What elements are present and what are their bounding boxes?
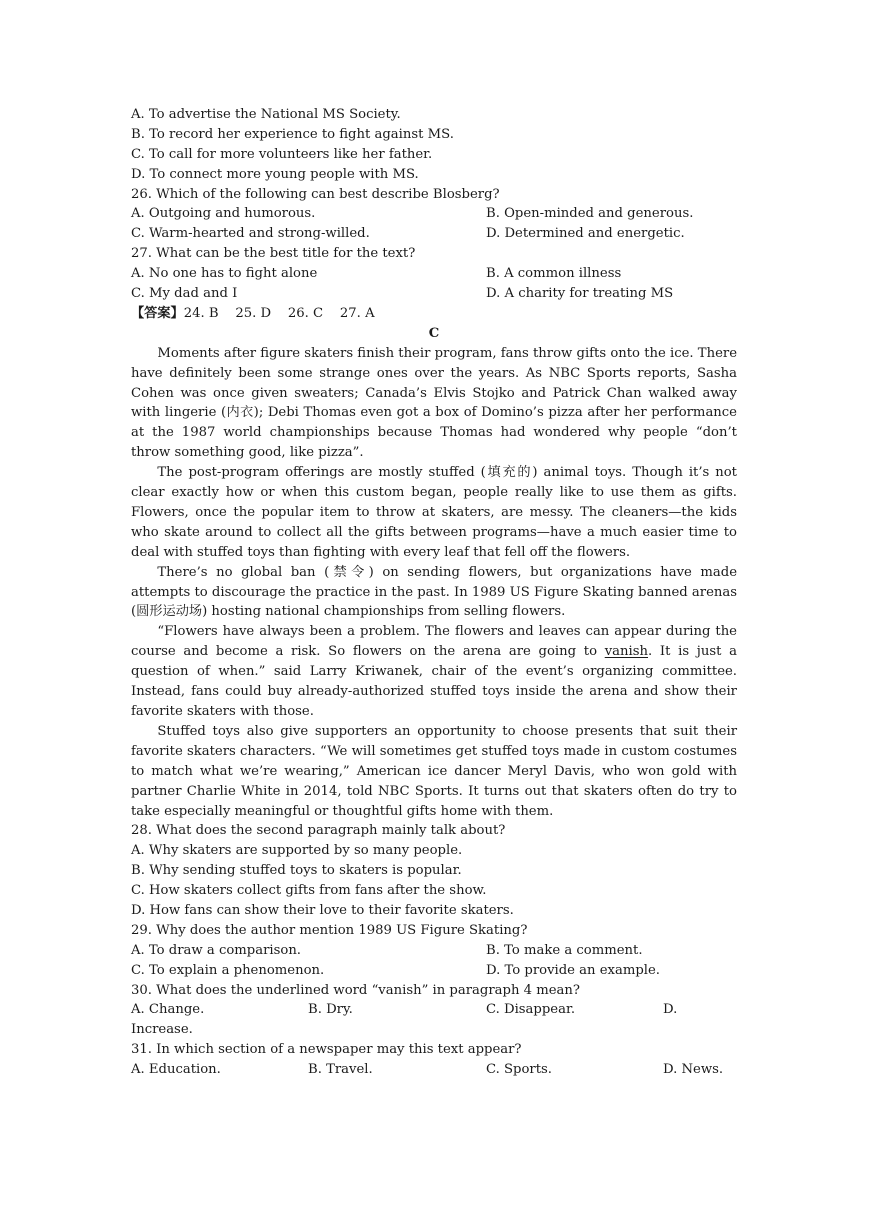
q30-options-row <box>131 1000 737 1020</box>
passage-paragraph-3: There’s no global ban (禁令) on sending flowers, but organizations have made attempts to discourage the practice in the past. In 1989 US Figure Skating banned arenas (圆形运动场) hosting national championships from selling flowers. <box>131 564 737 620</box>
q27-option-b: B. A common illness <box>486 266 622 282</box>
passage-paragraph-4 <box>131 622 737 722</box>
document-page <box>131 105 737 1080</box>
q31-options-row <box>131 1060 737 1080</box>
q31-stem: 31. In which section of a newspaper may this text appear? <box>131 1042 522 1058</box>
q25-option-a: A. To advertise the National MS Society. <box>131 107 401 122</box>
q26-option-a: A. Outgoing and humorous. <box>131 206 316 222</box>
q25-option-c: C. To call for more volunteers like her father. <box>131 146 433 162</box>
section-heading: C <box>428 325 440 341</box>
q28-option-c: C. How skaters collect gifts from fans after the show. <box>131 883 487 899</box>
q30-option-d-wrap: Increase. <box>131 1022 193 1038</box>
q26-option-b: B. Open-minded and generous. <box>486 206 694 222</box>
q25-option-d: D. To connect more young people with MS. <box>131 166 419 182</box>
q30-option-a: A. Change. <box>131 1002 205 1018</box>
q31-option-c: C. Sports. <box>486 1062 552 1078</box>
answer-key <box>131 304 737 324</box>
q29-option-c: C. To explain a phenomenon. <box>131 962 325 978</box>
q26-option-c: C. Warm-hearted and strong-willed. <box>131 226 370 242</box>
q30-option-c: C. Disappear. <box>486 1002 576 1018</box>
q30-stem: 30. What does the underlined word “vanish” in paragraph 4 mean? <box>131 982 580 998</box>
q26-options-row-2 <box>131 224 737 244</box>
q30-option-b: B. Dry. <box>308 1002 353 1018</box>
q28-stem: 28. What does the second paragraph mainly talk about? <box>131 823 506 839</box>
q29-options-row-1 <box>131 941 737 961</box>
p4-text-before: “Flowers have always been a problem. The flowers and leaves can appear during the course and become a risk. So flowers on the arena are going to <box>131 624 737 660</box>
q26-options-row-1 <box>131 204 737 224</box>
q31-option-d: D. News. <box>663 1062 724 1078</box>
q27-options-row-1 <box>131 264 737 284</box>
q25-option-b: B. To record her experience to fight against MS. <box>131 126 454 142</box>
answer-label: 【答案】 <box>131 305 184 321</box>
q29-options-row-2 <box>131 961 737 981</box>
passage-paragraph-2: The post-program offerings are mostly stuffed (填充的) animal toys. Though it’s not clear exactly how or when this custom began, people really like to use them as gifts. Flowers, once the popular item to throw at skaters, are messy. The cleaners—the kids who skate around to collect all the gifts between programs—have a much easier time to deal with stuffed toys than fighting with every leaf that fell off the flowers. <box>131 465 737 560</box>
q29-option-d: D. To provide an example. <box>486 962 660 978</box>
q28-option-a: A. Why skaters are supported by so many people. <box>131 843 463 859</box>
underlined-word: vanish <box>604 644 649 660</box>
q30-option-d: D. <box>663 1002 678 1018</box>
q28-option-b: B. Why sending stuffed toys to skaters is popular. <box>131 863 462 879</box>
q31-option-b: B. Travel. <box>308 1062 373 1078</box>
q26-option-d: D. Determined and energetic. <box>486 226 685 242</box>
q27-option-d: D. A charity for treating MS <box>486 286 674 302</box>
q28-option-d: D. How fans can show their love to their favorite skaters. <box>131 903 514 918</box>
answer-text: 24. B 25. D 26. C 27. A <box>183 305 375 321</box>
q26-stem: 26. Which of the following can best describe Blosberg? <box>131 186 500 202</box>
q27-option-c: C. My dad and I <box>131 286 238 302</box>
q31-option-a: A. Education. <box>131 1062 221 1078</box>
q27-option-a: A. No one has to fight alone <box>131 266 318 282</box>
passage-paragraph-1: Moments after figure skaters finish their program, fans throw gifts onto the ice. There have definitely been some strange ones over the years. As NBC Sports reports, Sasha Cohen was once given sweaters; Canada’s Elvis Stojko and Patrick Chan walked away with lingerie (内衣); Debi Thomas even got a box of Domino’s pizza after her performance at the 1987 world championships because Thomas had wondered why people “don’t throw something good, like pizza”. <box>131 345 737 461</box>
q29-stem: 29. Why does the author mention 1989 US Figure Skating? <box>131 922 528 938</box>
p4-text-after: . It is just a question of when.” said Larry Kriwanek, chair of the event’s organizing committee. Instead, fans could buy already-authorized stuffed toys inside the arena and show their favorite skaters with those. <box>131 644 737 719</box>
q27-options-row-2 <box>131 284 737 304</box>
q29-option-a: A. To draw a comparison. <box>131 942 302 958</box>
q27-stem: 27. What can be the best title for the text? <box>131 246 416 262</box>
q29-option-b: B. To make a comment. <box>486 942 643 958</box>
passage-paragraph-5: Stuffed toys also give supporters an opportunity to choose presents that suit their favorite skaters characters. “We will sometimes get stuffed toys made in custom costumes to match what we’re wearing,” American ice dancer Meryl Davis, who won gold with partner Charlie White in 2014, told NBC Sports. It turns out that skaters often do try to take especially meaningful or thoughtful gifts home with them. <box>131 723 737 819</box>
